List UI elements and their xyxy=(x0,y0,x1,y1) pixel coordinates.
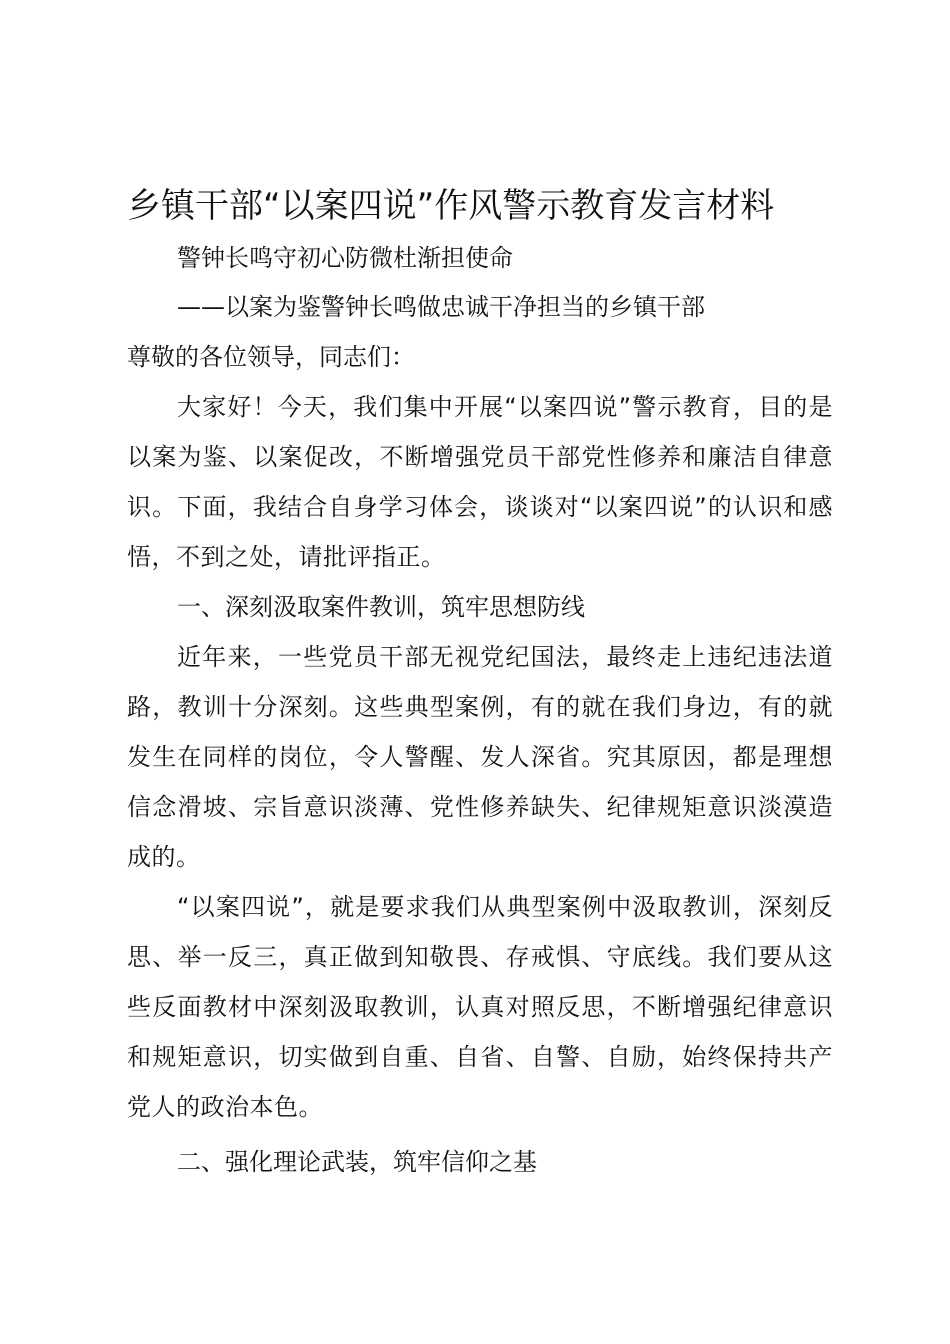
paragraph-yian-sishuo: “以案四说”，就是要求我们从典型案例中汲取教训，深刻反思、举一反三，真正做到知敬畏、存戒惧、守底线。我们要从这些反面教材中深刻汲取教训，认真对照反思，不断增强纪律意识和规矩意识，切实做到自重、自省、自警、自励，始终保持共产党人的政治本色。 xyxy=(127,893,833,1121)
paragraph-cases: 近年来，一些党员干部无视党纪国法，最终走上违纪违法道路，教训十分深刻。这些典型案例，有的就在我们身边，有的就发生在同样的岗位，令人警醒、发人深省。究其原因，都是理想信念滑坡、宗旨意识淡薄、党性修养缺失、纪律规矩意识淡漠造成的。 xyxy=(127,643,833,871)
document-body xyxy=(127,178,833,1188)
section-heading-2: 二、强化理论武装，筑牢信仰之基 xyxy=(177,1148,537,1176)
paragraph-intro: 大家好！今天，我们集中开展“以案四说”警示教育，目的是以案为鉴、以案促改，不断增强党员干部党性修养和廉洁自律意识。下面，我结合自身学习体会，谈谈对“以案四说”的认识和感悟，不到之处，请批评指正。 xyxy=(127,393,833,571)
section-heading-1: 一、深刻汲取案件教训，筑牢思想防线 xyxy=(177,593,585,621)
document-title: 乡镇干部“以案四说”作风警示教育发言材料 xyxy=(127,186,775,226)
document-subtitle: 警钟长鸣守初心防微杜渐担使命 xyxy=(177,244,513,272)
document-subheading: ——以案为鉴警钟长鸣做忠诚干净担当的乡镇干部 xyxy=(177,293,705,321)
salutation: 尊敬的各位领导，同志们： xyxy=(127,343,415,371)
